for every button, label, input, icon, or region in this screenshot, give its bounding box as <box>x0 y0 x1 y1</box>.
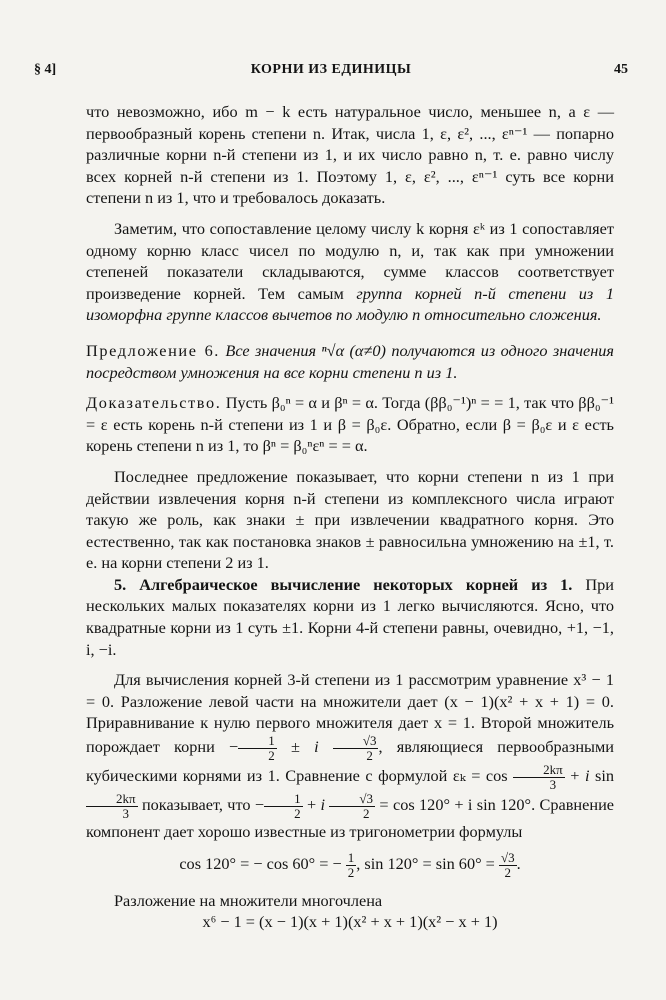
fraction-sqrt3-half-c: $\frac{√3}{2}$ <box>500 849 515 880</box>
chapter-title: КОРНИ ИЗ ЕДИНИЦЫ <box>250 62 412 77</box>
page-body <box>86 101 614 933</box>
fraction-sqrt3-half: $\frac{√3}{2}$ <box>333 734 379 763</box>
section-5-heading: 5. Алгебраическое вычисление некоторых корней из 1. <box>114 574 573 594</box>
equation-trig: cos 120° = − cos 60° = − $\frac{1}{2}$ , sin 120° = sin 60° = $\frac{√3}{2}$ . <box>179 849 521 880</box>
equation-trig-right: , sin 120° = sin 60° = <box>356 853 495 873</box>
equation-trig-left: cos 120° = − cos 60° = − <box>179 853 342 873</box>
section-5-text: При нескольких малых показателях корни из 1 легко вычисляются. Ясно, что квадратные корни из 1 суть ±1. Корни 4-й степени равны, очевидно, +1, −1, i, −i. <box>86 574 615 659</box>
fraction-one-half-b: $\frac{1}{2}$ <box>264 792 303 821</box>
fraction-2kpi-3-b: $\frac{2k\pi}{3}$ <box>86 792 138 821</box>
section-mark: § 4] <box>34 62 57 77</box>
paragraph-cube-roots: Для вычисления корней 3-й степени из 1 рассмотрим уравнение x³ − 1 = 0. Разложение левой части на множители дает (x − 1)(x² + x + 1) = 0. Приравнивание к нулю первого множителя дает x = 1. Второй множитель порождает корни − $\frac{1}{2}$ ± i $\frac{√3}{2}$ , являющиеся первообразными кубическими корнями из 1. Сравнение с формулой εₖ = cos $\frac{2k\pi}{3}$ + i sin $\frac{2k\pi}{3}$ показывает, что − $\frac{1}{2}$ + i $\frac{√3}{2}$ = cos 120° + i sin 120°. Сравнение компонент дает хорошо известные из тригонометрии формулы <box>86 670 615 842</box>
cube-roots-text-c: показывает, что − <box>137 795 265 815</box>
paragraph-remark: Последнее предложение показывает, что корни степени n из 1 при действии извлечения корня n-й степени из комплексного числа играют такую же роль, как знаки ± при извлечении квадратного корня. Это естественно, так как постановка знаков ± равносильна умножению на ±1, т. е. на корни степени 2 из 1. <box>86 466 614 573</box>
fraction-one-half-c: $\frac{1}{2}$ <box>347 849 355 880</box>
proposition-text: Все значения ⁿ√α (α≠0) получаются из одного значения посредством умножения на все корни степени n из 1. <box>86 340 614 382</box>
fraction-2kpi-3: $\frac{2k\pi}{3}$ <box>513 763 565 792</box>
cube-roots-text-d: = cos 120° + i sin 120°. Сравнение компонент дает хорошо известные из тригонометрии формулы <box>86 795 615 842</box>
proof <box>86 392 614 457</box>
isomorphism-statement: группа корней n-й степени из 1 изоморфна группе классов вычетов по модулю n относительно сложения. <box>86 283 614 325</box>
fraction-one-half: $\frac{1}{2}$ <box>238 734 277 763</box>
page-number: 45 <box>614 62 628 77</box>
running-header <box>34 62 628 84</box>
proposition-label: Предложение 6. <box>86 340 220 360</box>
proof-label: Доказательство. <box>86 393 222 413</box>
cube-roots-text-a: Для вычисления корней 3-й степени из 1 рассмотрим уравнение x³ − 1 = 0. Разложение левой части на множители дает (x − 1)(x² + x + 1) = 0. Приравнивание к нулю первого множителя дает x = 1. Второй множитель порождает корни − <box>86 670 614 757</box>
section-5 <box>86 574 614 660</box>
paragraph-isomorphism-text: Заметим, что сопоставление целому числу k корня εᵏ из 1 сопоставляет одному корню класс чисел по модулю n, и, так как при умножении степеней показатели складываются, сумме классов соответствует произведение корней. Тем самым <box>86 218 614 303</box>
paragraph-factorization: Разложение на множители многочлена <box>114 890 383 910</box>
proposition-6 <box>86 340 614 383</box>
paragraph-proof-end: что невозможно, ибо m − k есть натуральное число, меньшее n, а ε — первообразный корень степени n. Итак, числа 1, ε, ε², ..., εⁿ⁻¹ — попарно различные корни n-й степени из 1, и их число равно n, т. е. равно числу всех корней n-й степени из 1. Поэтому 1, ε, ε², ..., εⁿ⁻¹ суть все корни степени n из 1, что и требовалось доказать. <box>86 102 614 208</box>
fraction-sqrt3-half-b: $\frac{√3}{2}$ <box>329 792 375 821</box>
paragraph-isomorphism <box>86 218 614 326</box>
proof-text: Пусть β₀ⁿ = α и βⁿ = α. Тогда (ββ₀⁻¹)ⁿ = = 1, так что ββ₀⁻¹ = ε есть корень n-й степени из 1 и β = β₀ε. Обратно, если β = β₀ε и ε есть корень степени n из 1, то βⁿ = β₀ⁿεⁿ = = α. <box>86 393 615 456</box>
cube-roots-text-b: являющиеся первообразными кубическими корнями из 1. Сравнение с формулой εₖ = cos <box>86 737 614 786</box>
equation-x6: x⁶ − 1 = (x − 1)(x + 1)(x² + x + 1)(x² − x + 1) <box>202 912 498 932</box>
